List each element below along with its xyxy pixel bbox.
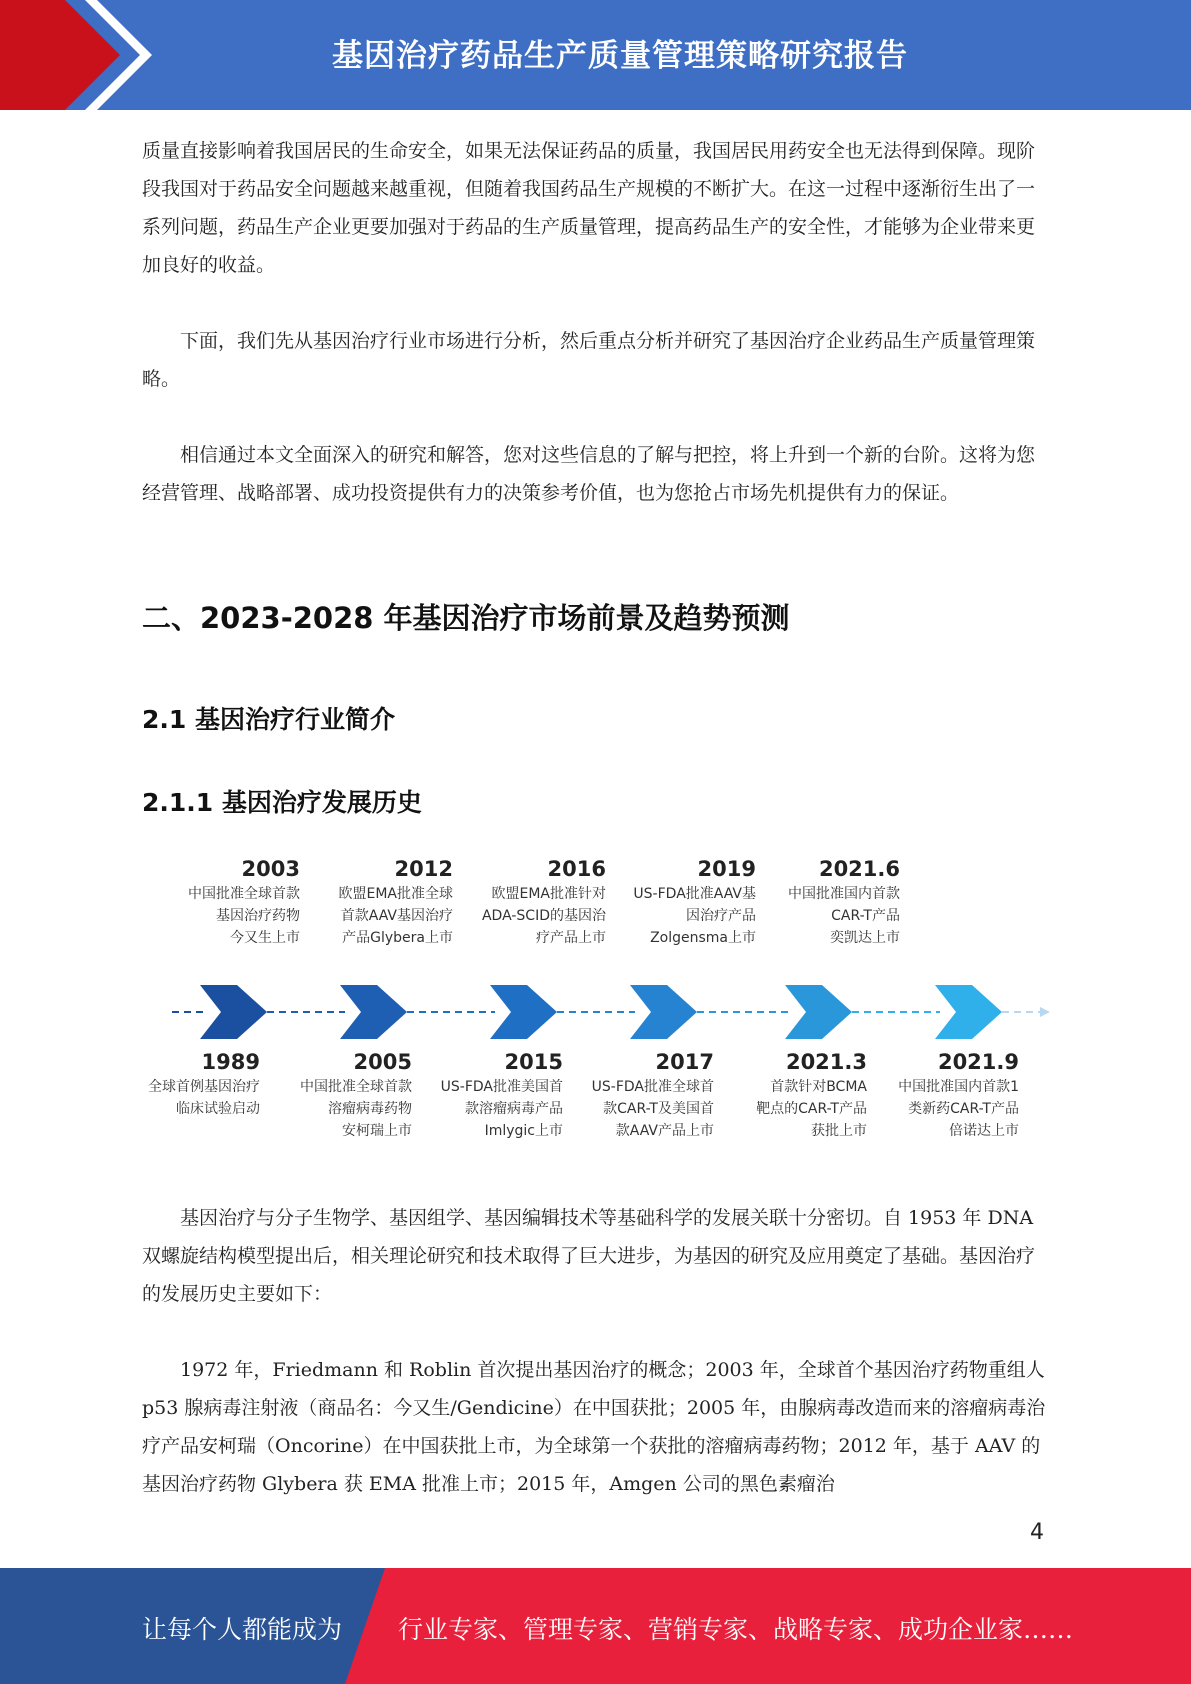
timeline-year: 2021.3 [785, 1050, 867, 1074]
timeline-chevron-icon [200, 985, 267, 1039]
timeline-description: 中国批准国内首款 CAR-T产品 奕凯达上市 [788, 886, 900, 946]
timeline-end-arrow-icon [1040, 1007, 1050, 1017]
intro-paragraph-2: 下面，我们先从基因治疗行业市场进行分析，然后重点分析并研究了基因治疗企业药品生产质量管理策略。 [142, 330, 1036, 390]
timeline-chevron-icon [340, 985, 407, 1039]
intro-paragraph-3: 相信通过本文全面深入的研究和解答，您对这些信息的了解与把控，将上升到一个新的台阶。这将为您经营管理、战略部署、成功投资提供有力的决策参考价值，也为您抢占市场先机提供有力的保证。 [142, 444, 1036, 504]
subsubsection-title: 2.1.1 基因治疗发展历史 [142, 788, 422, 817]
timeline-top-item [456, 855, 606, 949]
timeline-year: 2005 [353, 1050, 412, 1074]
body-paragraph-2: 1972 年，Friedmann 和 Roblin 首次提出基因治疗的概念；2003 年，全球首个基因治疗药物重组人 p53 腺病毒注射液（商品名：今又生/Gendicine）在中国获批；2005 年，由腺病毒改造而来的溶瘤病毒治疗产品安柯瑞（Oncorine）在中国获批上市，为全球第一个获批的溶瘤病毒药物；2012 年，基于 AAV 的基因治疗药物 Glybera 获 EMA 批准上市；2015 年，Amgen 公司的黑色素瘤治 [142, 1359, 1046, 1495]
footer-slogan-left: 让每个人都能成为 [142, 1615, 343, 1644]
timeline-year: 2021.9 [937, 1050, 1019, 1074]
timeline-top-item [303, 855, 453, 949]
timeline-chevron-icon [630, 985, 697, 1039]
header-red-arrow-decoration [0, 0, 160, 110]
timeline-year: 2016 [547, 857, 606, 881]
timeline-top-item [750, 855, 900, 949]
timeline-description: 首款针对BCMA 靶点的CAR-T产品 获批上市 [756, 1079, 867, 1139]
section-title: 二、2023-2028 年基因治疗市场前景及趋势预测 [142, 601, 790, 635]
timeline-bottom-item [564, 1048, 714, 1142]
timeline-year: 1989 [201, 1050, 260, 1074]
subsection-title: 2.1 基因治疗行业简介 [142, 705, 395, 734]
timeline-description: US-FDA批准AAV基 因治疗产品 Zolgensma上市 [633, 886, 756, 946]
timeline-description: 欧盟EMA批准全球 首款AAV基因治疗 产品Glybera上市 [338, 886, 453, 946]
timeline-bottom-item [262, 1048, 412, 1142]
timeline-bottom-item [413, 1048, 563, 1142]
timeline-year: 2012 [394, 857, 453, 881]
timeline-description: US-FDA批准美国首 款溶瘤病毒产品 Imlygic上市 [440, 1079, 563, 1139]
timeline-year: 2015 [504, 1050, 563, 1074]
footer-slogan-right: 行业专家、管理专家、营销专家、战略专家、成功企业家…… [398, 1615, 1074, 1644]
timeline-year: 2021.6 [818, 857, 900, 881]
body-content [142, 1199, 1047, 1503]
page-number: 4 [1030, 1520, 1044, 1545]
timeline-description: 全球首例基因治疗 临床试验启动 [148, 1079, 260, 1117]
intro-content [142, 132, 1047, 512]
timeline-description: 欧盟EMA批准针对 ADA-SCID的基因治 疗产品上市 [481, 886, 606, 946]
timeline-description: 中国批准全球首款 基因治疗药物 今又生上市 [188, 886, 300, 946]
intro-paragraph-1: 质量直接影响着我国居民的生命安全，如果无法保证药品的质量，我国居民用药安全也无法得到保障。现阶段我国对于药品安全问题越来越重视，但随着我国药品生产规模的不断扩大。在这一过程中逐渐衍生出了一系列问题，药品生产企业更要加强对于药品的生产质量管理，提高药品生产的安全性，才能够为企业带来更加良好的收益。 [142, 140, 1036, 276]
header-title: 基因治疗药品生产质量管理策略研究报告 [332, 38, 908, 74]
timeline-year: 2017 [655, 1050, 714, 1074]
timeline-bottom-item [110, 1048, 260, 1120]
timeline-year: 2003 [241, 857, 300, 881]
timeline-bottom-item [869, 1048, 1019, 1142]
timeline-chevron-icon [785, 985, 852, 1039]
timeline-description: US-FDA批准全球首 款CAR-T及美国首 款AAV产品上市 [591, 1079, 714, 1139]
body-paragraph-1: 基因治疗与分子生物学、基因组学、基因编辑技术等基础科学的发展关联十分密切。自 1953 年 DNA 双螺旋结构模型提出后，相关理论研究和技术取得了巨大进步，为基因的研究及应用奠定了基础。基因治疗的发展历史主要如下： [142, 1207, 1036, 1305]
timeline-description: 中国批准全球首款 溶瘤病毒药物 安柯瑞上市 [300, 1079, 412, 1139]
timeline-chevron-icon [935, 985, 1002, 1039]
timeline-top-item [150, 855, 300, 949]
timeline-description: 中国批准国内首款1 类新药CAR-T产品 倍诺达上市 [898, 1079, 1019, 1139]
timeline-bottom-item [717, 1048, 867, 1142]
timeline-figure [140, 855, 1060, 1155]
timeline-top-item [606, 855, 756, 949]
timeline-year: 2019 [697, 857, 756, 881]
timeline-chevron-icon [490, 985, 557, 1039]
